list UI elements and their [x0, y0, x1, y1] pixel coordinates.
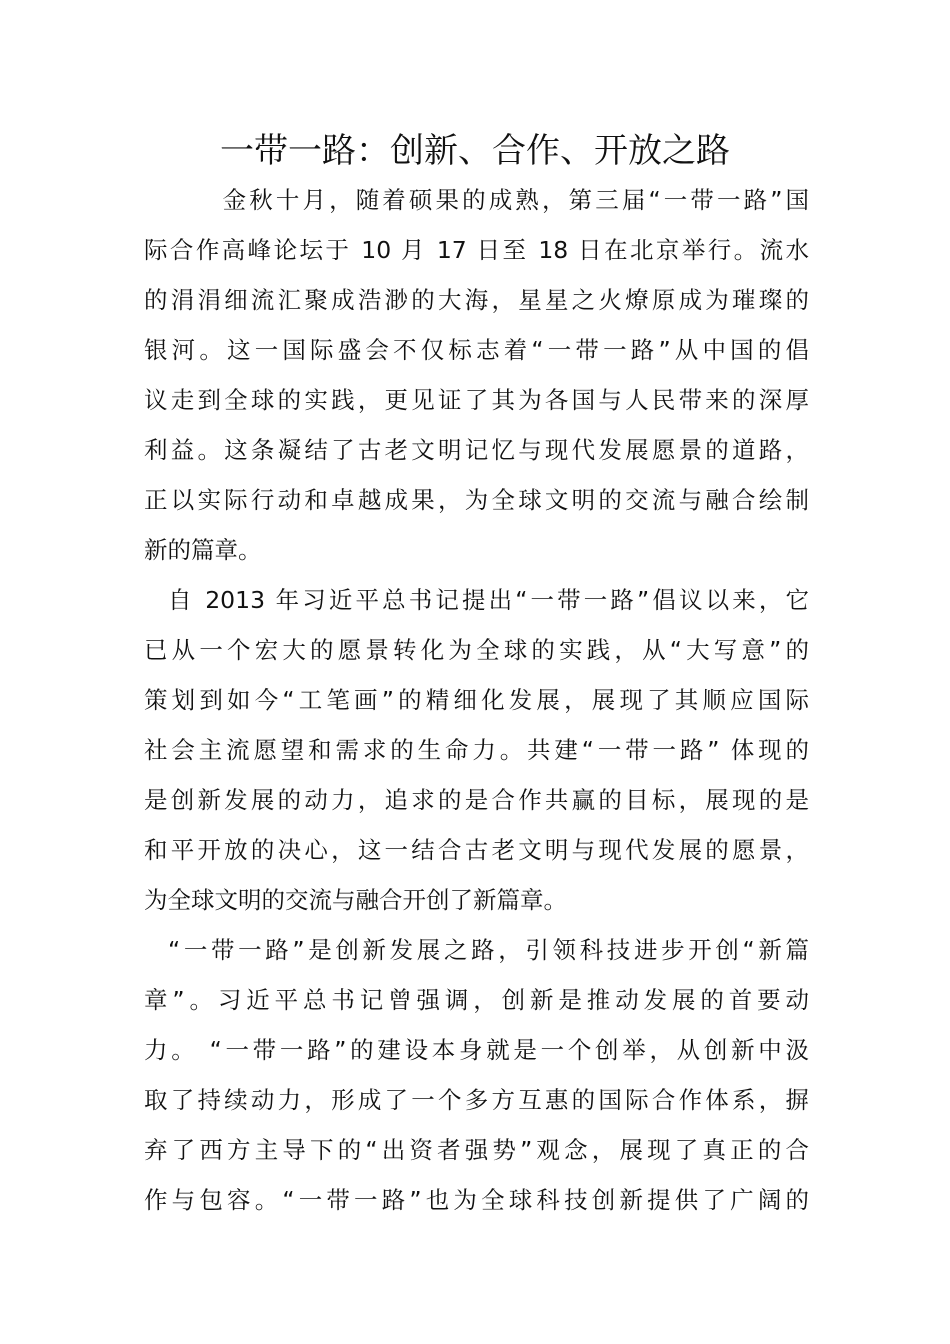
- paragraph-line: 金秋十月，随着硕果的成熟，第三届“一带一路”国: [196, 186, 809, 214]
- paragraph-line: 利益。这条凝结了古老文明记忆与现代发展愿景的道路，: [144, 436, 809, 464]
- paragraph-line: 作与包容。“一带一路”也为全球科技创新提供了广阔的: [144, 1186, 809, 1214]
- paragraph-2: [144, 575, 809, 925]
- paragraph-line: 自 2013 年习近平总书记提出“一带一路”倡议以来，它: [168, 586, 809, 614]
- paragraph-line: 为全球文明的交流与融合开创了新篇章。: [144, 886, 567, 914]
- paragraph-line: 正以实际行动和卓越成果，为全球文明的交流与融合绘制: [144, 486, 809, 514]
- paragraph-line: 际合作高峰论坛于 10 月 17 日至 18 日在北京举行。流水: [144, 236, 809, 264]
- paragraph-line: 是创新发展的动力，追求的是合作共赢的目标，展现的是: [144, 786, 809, 814]
- paragraph-line: 策划到如今“工笔画”的精细化发展，展现了其顺应国际: [144, 686, 809, 714]
- paragraph-line: 弃了西方主导下的“出资者强势”观念，展现了真正的合: [144, 1136, 809, 1164]
- paragraph-line: 社会主流愿望和需求的生命力。共建“一带一路” 体现的: [144, 736, 809, 764]
- paragraph-line: 和平开放的决心，这一结合古老文明与现代发展的愿景，: [144, 836, 809, 864]
- document-title: 一带一路：创新、合作、开放之路: [220, 131, 730, 171]
- paragraph-1: [144, 175, 809, 575]
- paragraph-line: 章”。习近平总书记曾强调，创新是推动发展的首要动: [144, 986, 809, 1014]
- paragraph-line: 的涓涓细流汇聚成浩渺的大海，星星之火燎原成为璀璨的: [144, 286, 809, 314]
- paragraph-line: 新的篇章。: [144, 536, 262, 564]
- paragraph-line: 取了持续动力，形成了一个多方互惠的国际合作体系，摒: [144, 1086, 809, 1114]
- paragraph-line: 已从一个宏大的愿景转化为全球的实践，从“大写意”的: [144, 636, 809, 664]
- paragraph-3: [144, 925, 809, 1225]
- paragraph-line: 力。 “一带一路”的建设本身就是一个创举，从创新中汲: [144, 1036, 809, 1064]
- paragraph-line: 银河。这一国际盛会不仅标志着“一带一路”从中国的倡: [144, 336, 809, 364]
- document-body: [144, 175, 809, 1225]
- paragraph-line: 议走到全球的实践，更见证了其为各国与人民带来的深厚: [144, 386, 809, 414]
- paragraph-line: “一带一路”是创新发展之路，引领科技进步开创“新篇: [168, 936, 809, 964]
